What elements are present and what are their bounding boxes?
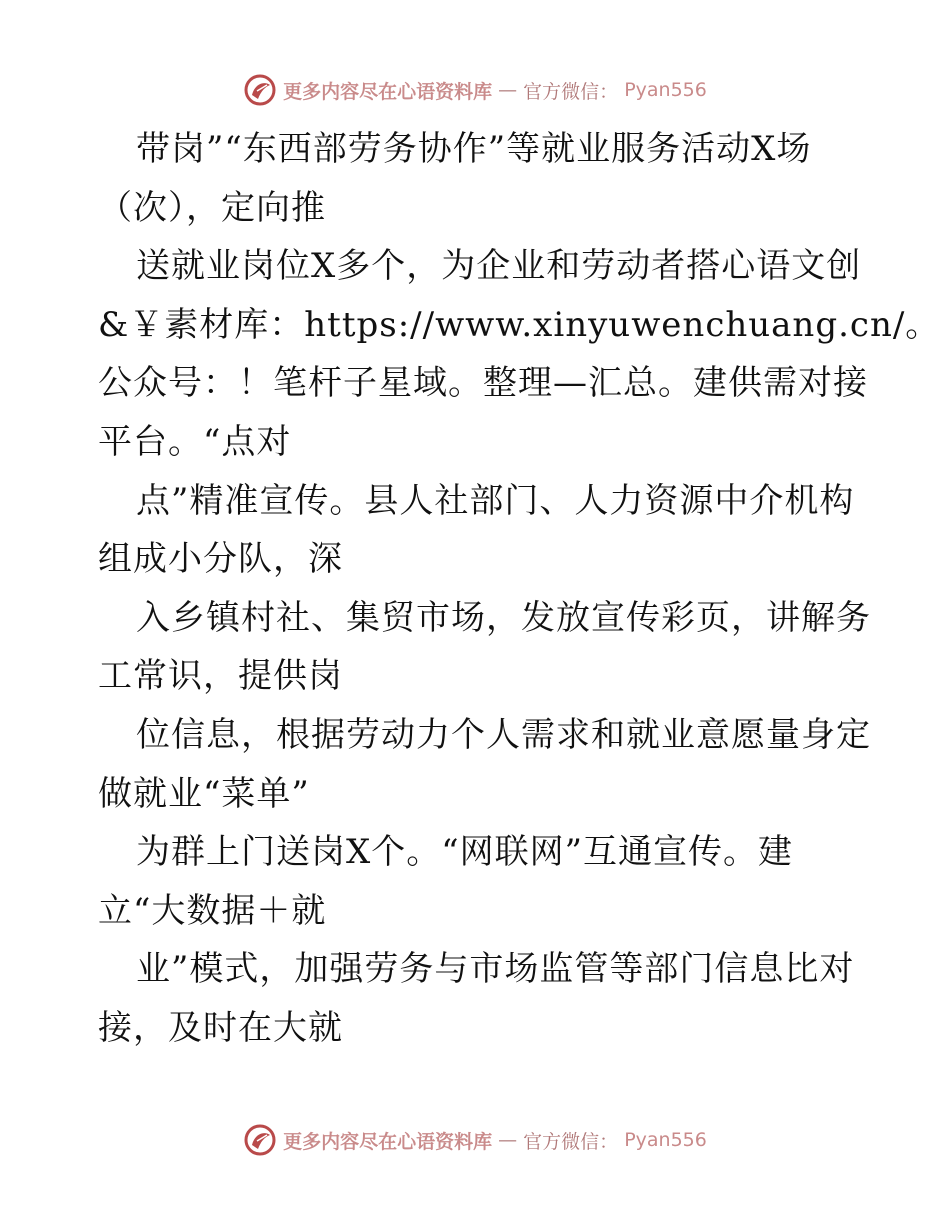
text-line: 公众号：！笔杆子星域。整理—汇总。建供需对接 bbox=[98, 363, 868, 404]
text-line: 带岗”“东西部劳务协作”等就业服务活动X场 bbox=[136, 129, 812, 169]
watermark-text: 更多内容尽在心语资料库 bbox=[283, 1130, 493, 1153]
page-header bbox=[0, 72, 950, 108]
text-line: 接，及时在大就 bbox=[98, 1007, 343, 1048]
watermark-wechat-id: Pyan556 bbox=[624, 79, 707, 101]
text-line: 入乡镇村社、集贸市场，发放宣传彩页，讲解务 bbox=[136, 597, 871, 638]
text-line: 做就业“菜单” bbox=[98, 773, 310, 814]
text-line: &￥素材库：https://www.xinyuwenchuang.cn/。 bbox=[98, 304, 941, 345]
watermark-separator: — bbox=[498, 1129, 518, 1151]
text-line: 位信息，根据劳动力个人需求和就业意愿量身定 bbox=[136, 714, 871, 755]
text-line: 组成小分队，深 bbox=[98, 539, 343, 580]
watermark-wechat-label: 官方微信： bbox=[523, 1130, 619, 1153]
watermark-text: 更多内容尽在心语资料库 bbox=[283, 80, 493, 103]
logo-icon bbox=[243, 73, 277, 107]
page-footer bbox=[0, 1122, 950, 1158]
text-line: 点”精准宣传。县人社部门、人力资源中介机构 bbox=[136, 480, 855, 521]
watermark-wechat-label: 官方微信： bbox=[523, 80, 619, 103]
text-line: （次），定向推 bbox=[98, 187, 326, 228]
logo-icon bbox=[243, 1123, 277, 1157]
text-line: 立“大数据＋就 bbox=[98, 890, 327, 931]
watermark-separator: — bbox=[498, 79, 518, 101]
text-line: 工常识，提供岗 bbox=[98, 656, 343, 697]
text-line: 平台。“点对 bbox=[98, 421, 292, 462]
text-line: 业”模式，加强劳务与市场监管等部门信息比对 bbox=[136, 949, 855, 990]
document-body bbox=[98, 120, 941, 1058]
watermark-wechat-id: Pyan556 bbox=[624, 1129, 707, 1151]
text-line: 送就业岗位X多个，为企业和劳动者搭心语文创 bbox=[136, 246, 862, 287]
text-line: 为群上门送岗X个。“网联网”互通宣传。建 bbox=[136, 832, 793, 873]
